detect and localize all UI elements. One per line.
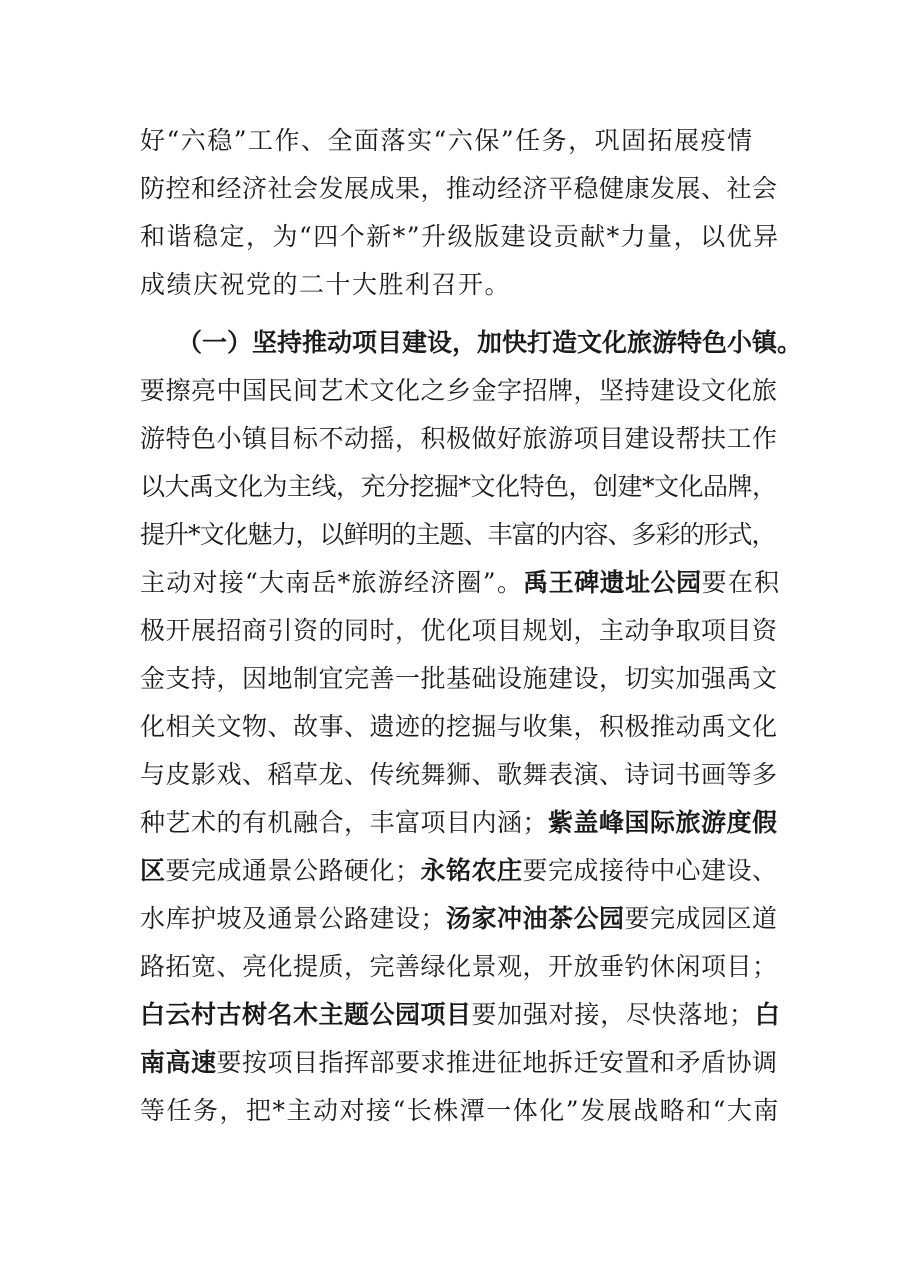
text-line bbox=[140, 998, 780, 1032]
text-line: 要擦亮中国民间艺术文化之乡金字招牌，坚持建设文化旅 bbox=[140, 376, 778, 405]
text-line: 以大禹文化为主线，充分挖掘*文化特色，创建*文化品牌， bbox=[140, 472, 777, 501]
text-line: 提升*文化魅力，以鲜明的主题、丰富的内容、多彩的形式， bbox=[140, 520, 776, 549]
bold-project-name: 永铭农庄 bbox=[420, 856, 523, 885]
text-line: 防控和经济社会发展成果，推动经济平稳健康发展、社会 bbox=[140, 174, 778, 203]
text-line: 极开展招商引资的同时，优化项目规划，主动争取项目资 bbox=[140, 616, 778, 645]
text-run: 主动对接“大南岳*旅游经济圈”。 bbox=[140, 568, 524, 597]
bold-project-name: 紫盖峰国际旅游度假 bbox=[548, 808, 778, 837]
text-line bbox=[140, 902, 780, 936]
text-line bbox=[140, 566, 780, 600]
text-line: 成绩庆祝党的二十大胜利召开。 bbox=[140, 270, 512, 299]
bold-project-name: 南高速 bbox=[140, 1048, 217, 1077]
text-line: 等任务，把*主动对接“长株潭一体化”发展战略和“大南 bbox=[140, 1096, 780, 1125]
text-run: 种艺术的有机融合，丰富项目内涵； bbox=[140, 808, 549, 837]
section-heading: （一）坚持推动项目建设，加快打造文化旅游特色小镇。 bbox=[177, 328, 803, 357]
text-line: 与皮影戏、稻草龙、传统舞狮、歌舞表演、诗词书画等多 bbox=[140, 760, 778, 789]
text-line bbox=[140, 854, 780, 888]
text-run: 要在积 bbox=[701, 568, 781, 597]
text-line bbox=[140, 1046, 780, 1080]
text-run: 要加强对接，尽快落地； bbox=[471, 1000, 755, 1029]
text-run: 要完成接待中心建设、 bbox=[522, 856, 778, 885]
bold-project-name: 白 bbox=[754, 1000, 781, 1029]
bold-project-name: 汤家冲油茶公园 bbox=[446, 904, 625, 933]
text-line: 金支持，因地制宜完善一批基础设施建设，切实加强禹文 bbox=[140, 664, 778, 693]
text-line bbox=[140, 806, 780, 840]
text-run: 要完成园区道 bbox=[624, 904, 778, 933]
bold-project-name: 区 bbox=[140, 856, 166, 885]
text-line: 游特色小镇目标不动摇，积极做好旅游项目建设帮扶工作 bbox=[140, 424, 778, 453]
bold-project-name: 白云村古树名木主题公园项目 bbox=[140, 1000, 472, 1029]
text-line: 好“六稳”工作、全面落实“六保”任务，巩固拓展疫情 bbox=[140, 126, 754, 155]
text-line: 化相关文物、故事、遗迹的挖掘与收集，积极推动禹文化 bbox=[140, 712, 778, 741]
text-run: 要按项目指挥部要求推进征地拆迁安置和矛盾协调 bbox=[216, 1048, 778, 1077]
bold-project-name: 禹王碑遗址公园 bbox=[523, 568, 702, 597]
text-run: 水库护坡及通景公路建设； bbox=[140, 904, 447, 933]
text-line: 路拓宽、亮化提质，完善绿化景观，开放垂钓休闲项目； bbox=[140, 952, 778, 981]
text-run: 要完成通景公路硬化； bbox=[165, 856, 421, 885]
text-line: 和谐稳定，为“四个新*”升级版建设贡献*力量，以优异 bbox=[140, 222, 780, 251]
